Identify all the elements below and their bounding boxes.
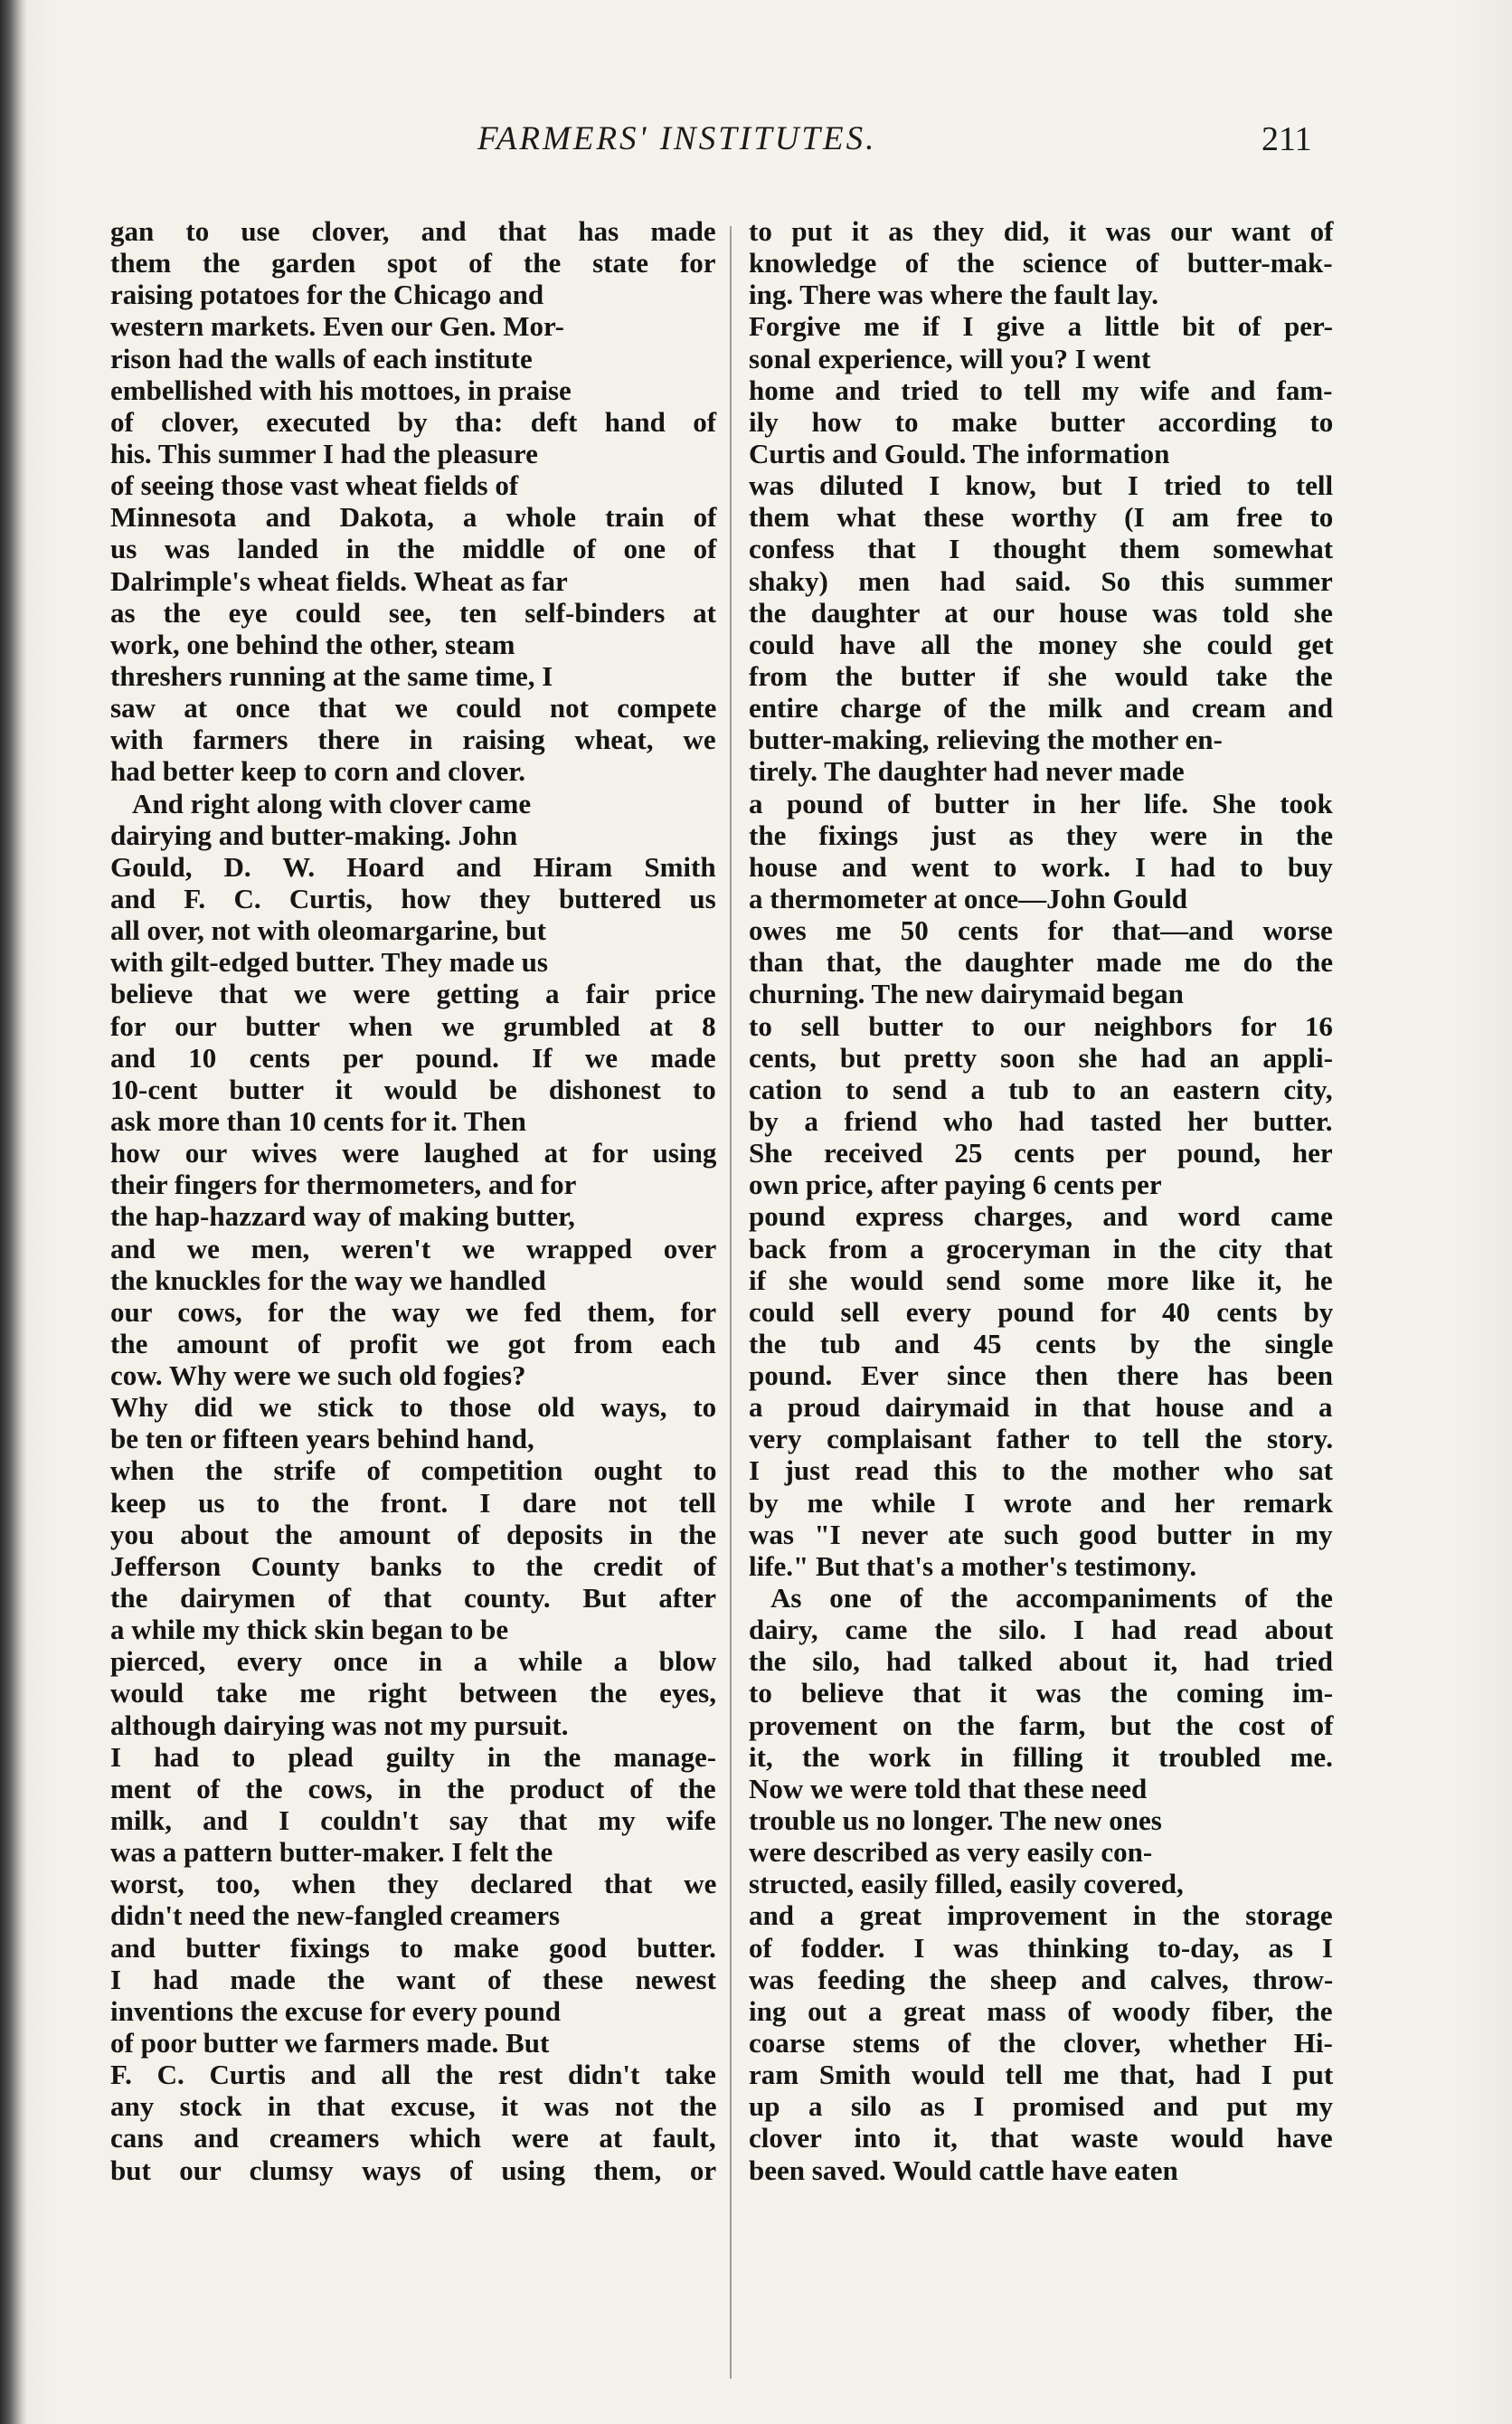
text-line: own price, after paying 6 cents per — [749, 1169, 1162, 1201]
text-line: for our butter when we grumbled at 8 — [110, 1009, 716, 1042]
text-line: keep us to the front. I dare not tell — [110, 1486, 716, 1519]
text-line: trouble us no longer. The new ones — [749, 1804, 1162, 1837]
text-line: Now we were told that these need — [749, 1772, 1148, 1804]
text-line: their fingers for thermometers, and for — [110, 1169, 577, 1201]
text-line: confess that I thought them somewhat — [749, 533, 1334, 565]
text-line: F. C. Curtis and all the rest didn't take — [110, 2059, 716, 2091]
text-line: believe that we were getting a fair price — [110, 978, 716, 1010]
text-line: it, the work in filling it troubled me. — [749, 1740, 1333, 1773]
text-line: house and went to work. I had to buy — [749, 850, 1333, 883]
text-line: any stock in that excuse, it was not the — [110, 2090, 717, 2123]
text-line: to put it as they did, it was our want of — [749, 215, 1334, 247]
text-line: cans and creamers which were at fault, — [110, 2122, 716, 2154]
text-line: how our wives were laughed at for using — [110, 1137, 717, 1169]
text-line: from the butter if she would take the — [749, 659, 1333, 692]
text-line: a pound of butter in her life. She took — [749, 787, 1333, 819]
text-line: threshers running at the same time, I — [110, 659, 553, 692]
text-line: very complaisant father to tell the story. — [749, 1423, 1334, 1455]
text-line: was a pattern butter-maker. I felt the — [110, 1836, 553, 1869]
text-line: were described as very easily con- — [749, 1836, 1153, 1869]
text-line: pound. Ever since then there has been — [749, 1359, 1333, 1392]
text-line: She received 25 cents per pound, her — [749, 1137, 1333, 1169]
text-line: as the eye could see, ten self-binders at — [110, 596, 716, 629]
text-line: with gilt-edged butter. They made us — [110, 946, 548, 979]
text-line: the hap-hazzard way of making butter, — [110, 1200, 575, 1233]
text-line: you about the amount of deposits in the — [110, 1518, 717, 1550]
text-line: had better keep to corn and clover. — [110, 755, 525, 788]
text-line: the dairymen of that county. But after — [110, 1582, 716, 1614]
text-line: butter-making, relieving the mother en- — [749, 724, 1223, 756]
text-line: than that, the daughter made me do the — [749, 946, 1333, 979]
text-line: Jefferson County banks to the credit of — [110, 1549, 717, 1582]
text-line: the knuckles for the way we handled — [110, 1264, 546, 1296]
text-line: Forgive me if I give a little bit of per- — [749, 310, 1333, 343]
text-line: was diluted I know, but I tried to tell — [749, 469, 1334, 502]
text-line: churning. The new dairymaid began — [749, 978, 1184, 1010]
text-line: home and tried to tell my wife and fam- — [749, 374, 1333, 406]
text-line: when the strife of competition ought to — [110, 1454, 717, 1487]
text-line: but our clumsy ways of using them, or — [110, 2154, 717, 2186]
text-line: Minnesota and Dakota, a whole train of — [110, 501, 717, 534]
text-line: to sell butter to our neighbors for 16 — [749, 1009, 1333, 1042]
text-line: Gould, D. W. Hoard and Hiram Smith — [110, 850, 716, 883]
text-line: didn't need the new-fangled creamers — [110, 1899, 561, 1932]
text-line: ily how to make butter according to — [749, 405, 1334, 438]
page-header — [0, 119, 1512, 174]
text-line: Curtis and Gould. The information — [749, 437, 1170, 469]
page-number: 211 — [1262, 120, 1312, 158]
text-line: was "I never ate such good butter in my — [749, 1518, 1333, 1550]
text-line: the tub and 45 cents by the single — [749, 1327, 1334, 1359]
text-line: pound express charges, and word came — [749, 1200, 1333, 1233]
running-head: FARMERS' INSTITUTES. — [477, 120, 877, 157]
text-line: tirely. The daughter had never made — [749, 755, 1185, 788]
text-line: embellished with his mottoes, in praise — [110, 374, 572, 406]
text-line: and a great improvement in the storage — [749, 1899, 1333, 1932]
text-line: I just read this to the mother who sat — [749, 1454, 1333, 1487]
text-line: and we men, weren't we wrapped over — [110, 1232, 717, 1264]
text-line: be ten or fifteen years behind hand, — [110, 1423, 534, 1455]
text-line: ing out a great mass of woody fiber, the — [749, 1994, 1333, 2027]
binding-edge — [0, 0, 27, 2424]
text-line: western markets. Even our Gen. Mor- — [110, 310, 564, 343]
text-line: dairying and butter-making. John — [110, 819, 518, 851]
text-line: inventions the excuse for every pound — [110, 1994, 562, 2027]
text-line: and F. C. Curtis, how they buttered us — [110, 882, 716, 914]
text-line: of clover, executed by tha: deft hand of — [110, 405, 717, 438]
right-text-column — [749, 215, 1333, 2186]
text-line: been saved. Would cattle have eaten — [749, 2154, 1178, 2186]
text-line: saw at once that we could not compete — [110, 692, 717, 724]
text-line: his. This summer I had the pleasure — [110, 437, 538, 469]
text-line: shaky) men had said. So this summer — [749, 564, 1333, 597]
text-line: a thermometer at once—John Gould — [749, 882, 1188, 914]
text-line: and butter fixings to make good butter. — [110, 1931, 716, 1964]
text-line: gan to use clover, and that has made — [110, 215, 716, 247]
text-line: ment of the cows, in the product of the — [110, 1772, 716, 1804]
text-line: worst, too, when they declared that we — [110, 1868, 717, 1900]
text-line: us was landed in the middle of one of — [110, 533, 717, 565]
text-line: clover into it, that waste would have — [749, 2122, 1333, 2154]
text-line: cow. Why were we such old fogies? — [110, 1359, 526, 1392]
text-line: ask more than 10 cents for it. Then — [110, 1104, 526, 1137]
text-line: structed, easily filled, easily covered, — [749, 1868, 1184, 1900]
text-line: the fixings just as they were in the — [749, 819, 1334, 851]
text-line: all over, not with oleomargarine, but — [110, 914, 546, 947]
text-line: of seeing those vast wheat fields of — [110, 469, 519, 502]
text-line: entire charge of the milk and cream and — [749, 692, 1334, 724]
text-line: by a friend who had tasted her butter. — [749, 1104, 1333, 1137]
text-line: And right along with clover came — [132, 787, 532, 819]
text-line: ing. There was where the fault lay. — [749, 279, 1158, 311]
text-line: As one of the accompaniments of the — [770, 1582, 1333, 1614]
text-line: up a silo as I promised and put my — [749, 2090, 1333, 2123]
text-line: dairy, came the silo. I had read about — [749, 1614, 1334, 1646]
text-line: and 10 cents per pound. If we made — [110, 1041, 716, 1074]
text-line: I had to plead guilty in the manage- — [110, 1740, 717, 1773]
text-line: them what these worthy (I am free to — [749, 501, 1334, 534]
text-line: could have all the money she could get — [749, 628, 1334, 660]
text-line: if she would send some more like it, he — [749, 1264, 1333, 1296]
text-line: Why did we stick to those old ways, to — [110, 1391, 717, 1424]
text-line: cation to send a tub to an eastern city, — [749, 1073, 1333, 1105]
text-line: raising potatoes for the Chicago and — [110, 279, 544, 311]
text-line: sonal experience, will you? I went — [749, 342, 1151, 374]
text-line: I had made the want of these newest — [110, 1963, 716, 1995]
text-line: could sell every pound for 40 cents by — [749, 1295, 1334, 1328]
text-line: a while my thick skin began to be — [110, 1614, 509, 1646]
text-line: of fodder. I was thinking to-day, as I — [749, 1931, 1333, 1964]
text-line: our cows, for the way we fed them, for — [110, 1295, 717, 1328]
text-line: them the garden spot of the state for — [110, 247, 716, 279]
text-line: life." But that's a mother's testimony. — [749, 1549, 1197, 1582]
column-divider — [730, 226, 732, 2379]
text-line: by me while I wrote and her remark — [749, 1486, 1333, 1519]
text-line: pierced, every once in a while a blow — [110, 1645, 717, 1678]
text-line: the silo, had talked about it, had tried — [749, 1645, 1333, 1678]
text-line: the daughter at our house was told she — [749, 596, 1333, 629]
text-line: coarse stems of the clover, whether Hi- — [749, 2027, 1333, 2059]
text-line: a proud dairymaid in that house and a — [749, 1391, 1333, 1424]
text-line: of poor butter we farmers made. But — [110, 2027, 550, 2059]
text-line: was feeding the sheep and calves, throw- — [749, 1963, 1334, 1995]
text-line: milk, and I couldn't say that my wife — [110, 1804, 716, 1837]
text-line: although dairying was not my pursuit. — [110, 1709, 569, 1741]
text-line: Dalrimple's wheat fields. Wheat as far — [110, 564, 568, 597]
text-line: the amount of profit we got from each — [110, 1327, 716, 1359]
text-line: cents, but pretty soon she had an appli- — [749, 1041, 1333, 1074]
text-line: would take me right between the eyes, — [110, 1677, 716, 1709]
text-line: to believe that it was the coming im- — [749, 1677, 1334, 1709]
text-line: work, one behind the other, steam — [110, 628, 515, 660]
text-line: ram Smith would tell me that, had I put — [749, 2059, 1334, 2091]
text-line: with farmers there in raising wheat, we — [110, 724, 716, 756]
text-line: 10-cent butter it would be dishonest to — [110, 1073, 716, 1105]
text-line: owes me 50 cents for that—and worse — [749, 914, 1333, 947]
text-line: knowledge of the science of butter-mak- — [749, 247, 1333, 279]
text-line: back from a groceryman in the city that — [749, 1232, 1333, 1264]
left-text-column — [110, 215, 716, 2186]
text-line: rison had the walls of each institute — [110, 342, 533, 374]
text-line: provement on the farm, but the cost of — [749, 1709, 1334, 1741]
